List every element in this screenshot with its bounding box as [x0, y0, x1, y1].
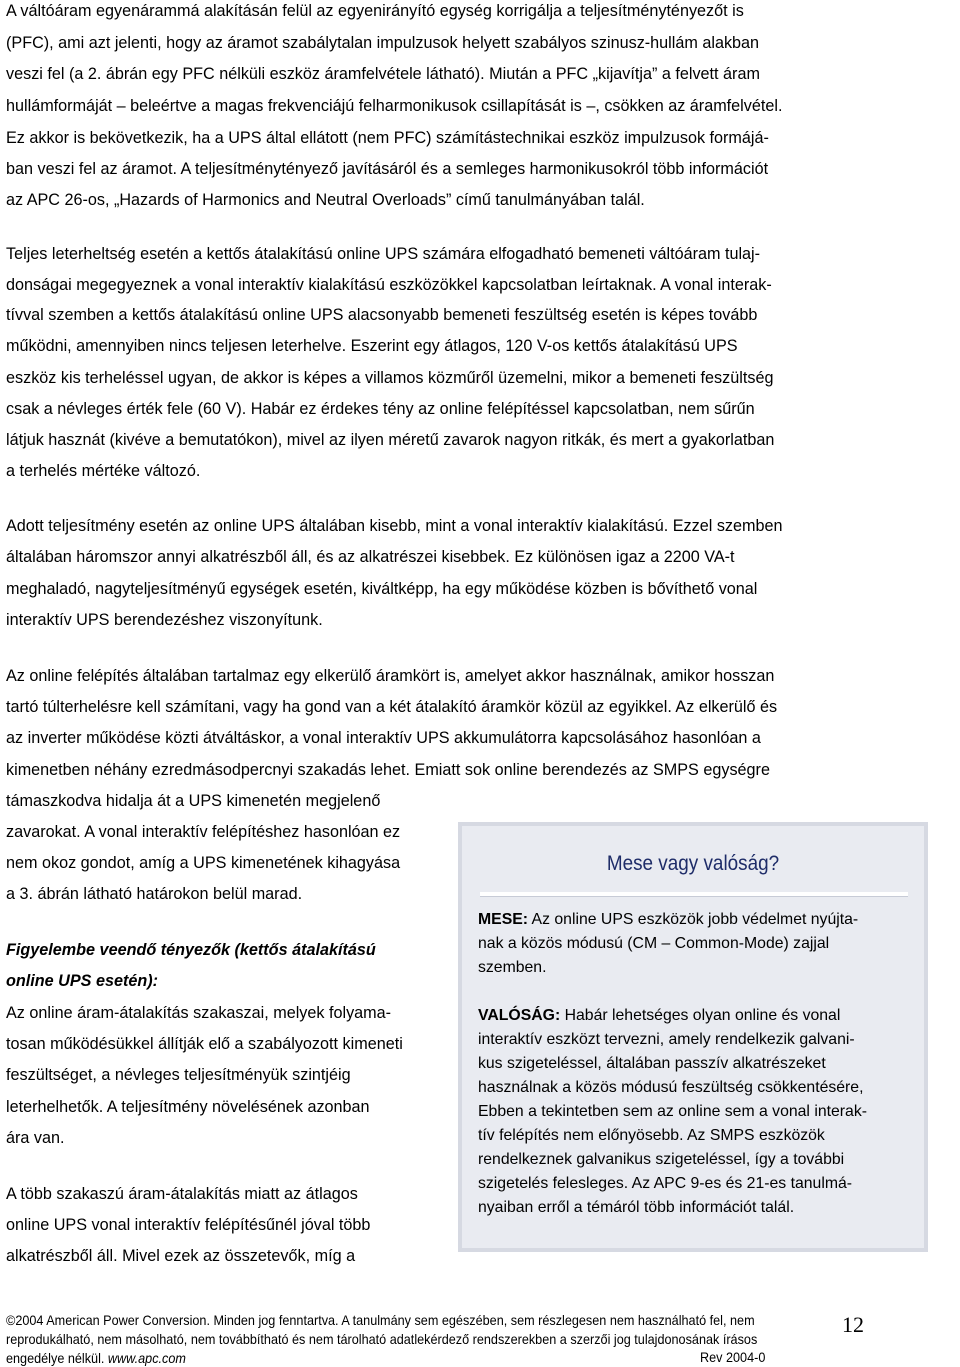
- text-line: Az online áram-átalakítás szakaszai, melyek folyama-: [6, 1004, 392, 1022]
- reality-line: [478, 1006, 840, 1026]
- reality-text: Habár lehetséges olyan online és vonal: [560, 1007, 841, 1024]
- text-line: alkatrészből áll. Mivel ezek az összetevők, míg a: [6, 1247, 356, 1265]
- box-divider: [480, 892, 908, 896]
- text-line: az APC 26-os, „Hazards of Harmonics and Neutral Overloads” című tanulmányában talál.: [6, 191, 645, 209]
- copyright-line: [6, 1351, 186, 1367]
- myth-text: Az online UPS eszközök jobb védelmet nyújta-: [528, 911, 859, 928]
- reality-line: Ebben a tekintetben sem az online sem a vonal interak-: [478, 1103, 868, 1120]
- text-line: ban veszi fel az áramot. A teljesítménytényező javításáról és a semleges harmonikusokról több információt: [6, 160, 769, 178]
- text-line: online UPS vonal interaktív felépítésűnél jóval több: [6, 1216, 371, 1234]
- text-line: a 3. ábrán látható határokon belül marad.: [6, 885, 303, 903]
- copyright-line: ©2004 American Power Conversion. Minden jog fenntartva. A tanulmány sem egészében, sem részlegesen nem használható fel, nem: [6, 1313, 755, 1328]
- text-line: nem okoz gondot, amíg a UPS kimenetének kihagyása: [6, 854, 401, 872]
- text-line: Teljes leterheltség esetén a kettős átalakítású online UPS számára elfogadható bemeneti váltóáram tulaj-: [6, 245, 761, 263]
- text-line: zavarokat. A vonal interaktív felépítéshez hasonlóan ez: [6, 823, 401, 841]
- text-line: az inverter működése közti átváltáskor, a vonal interaktív UPS akkumulátorra kapcsolásához hasonlóan a: [6, 729, 761, 747]
- reality-line: rendelkeznek galvanikus szigeteléssel, így a további: [478, 1151, 845, 1168]
- myth-reality-box: [462, 826, 924, 1248]
- text-line: veszi fel (a 2. ábrán egy PFC nélküli eszköz áramfelvétele látható). Miután a PFC „kijavítja” a felvett áram: [6, 65, 760, 83]
- reality-line: nyaiban erről a témáról több információt talál.: [478, 1199, 795, 1216]
- text-line: (PFC), ami azt jelenti, hogy az áramot szabálytalan impulzusok helyett szabályos szinusz-hullám alakban: [6, 34, 760, 52]
- website-link[interactable]: www.apc.com: [107, 1351, 186, 1366]
- myth-label: MESE:: [478, 911, 529, 928]
- reality-line: tív felépítés nem előnyösebb. Az SMPS eszközök: [478, 1127, 825, 1144]
- copyright-text: engedélye nélkül.: [6, 1351, 108, 1366]
- myth-line: [478, 910, 858, 930]
- myth-line: szemben.: [478, 959, 547, 976]
- heading-line: Figyelembe veendő tényezők (kettős átalakítású: [6, 941, 376, 959]
- copyright-line: reprodukálható, nem másolható, nem továbbítható és nem tárolható adatlekérdező rendszerekben a szerzői jog tulajdonosának írásos: [6, 1332, 758, 1347]
- text-line: feszültséget, a névleges teljesítményük szintjéig: [6, 1066, 351, 1084]
- text-line: tívval szemben a kettős átalakítású online UPS alacsonyabb bemeneti feszültség esetén is képes tovább: [6, 306, 758, 324]
- text-line: donságai megegyeznek a vonal interaktív kialakítású eszközökkel kapcsolatban leírtaknak. A vonal interak-: [6, 276, 772, 294]
- reality-line: szigetelés felesleges. Az APC 9-es és 21-es tanulmá-: [478, 1175, 853, 1192]
- text-line: tosan működésükkel állítják elő a szabályozott kimeneti: [6, 1035, 403, 1053]
- text-line: a terhelés mértéke változó.: [6, 462, 201, 480]
- text-line: támaszkodva hidalja át a UPS kimenetén megjelenő: [6, 792, 381, 810]
- text-line: A váltóáram egyenárammá alakításán felül az egyenirányító egység korrigálja a teljesítménytényezőt is: [6, 2, 744, 20]
- text-line: Adott teljesítmény esetén az online UPS általában kisebb, mint a vonal interaktív kialakítású. Ezzel szemben: [6, 517, 783, 535]
- text-line: Ez akkor is bekövetkezik, ha a UPS által ellátott (nem PFC) számítástechnikai eszköz impulzusok formájá-: [6, 129, 769, 147]
- text-line: tartó túlterhelésre kell számítani, vagy ha gond van a két átalakító áramkör közül az egyikkel. Az elkerülő és: [6, 698, 778, 716]
- text-line: Az online felépítés általában tartalmaz egy elkerülő áramkört is, amelyet akkor használnak, amikor hosszan: [6, 667, 775, 685]
- heading-line: online UPS esetén):: [6, 972, 159, 990]
- text-line: kimenetben néhány ezredmásodpercnyi szakadás lehet. Emiatt sok online berendezés az SMPS egységre: [6, 761, 770, 779]
- reality-line: használnak a közös módusú feszültség csökkentésére,: [478, 1079, 864, 1096]
- text-line: eszköz kis terheléssel ugyan, de akkor is képes a villamos közműről üzemelni, mikor a bemeneti feszültség: [6, 369, 774, 387]
- reality-label: VALÓSÁG:: [478, 1007, 561, 1024]
- reality-line: interaktív eszközt tervezni, amely rendelkezik galvani-: [478, 1031, 855, 1048]
- text-line: interaktív UPS berendezéshez viszonyítunk.: [6, 611, 323, 629]
- text-line: csak a névleges érték fele (60 V). Habár ez érdekes tény az online felépítéssel kapcsolatban, nem sűrűn: [6, 400, 755, 418]
- text-line: általában háromszor annyi alkatrészből áll, és az alkatrészei kisebbek. Ez különösen igaz a 2200 VA-t: [6, 548, 735, 566]
- text-line: leterhelhetők. A teljesítmény növelésének azonban: [6, 1098, 370, 1116]
- text-line: meghaladó, nagyteljesítményű egységek esetén, kiváltképp, ha egy működése közben is bővíthető vonal: [6, 580, 758, 598]
- text-line: A több szakaszú áram-átalakítás miatt az átlagos: [6, 1185, 358, 1203]
- box-title: Mese vagy valóság?: [606, 852, 780, 875]
- text-line: működni, amennyiben nincs teljesen leterhelve. Eszerint egy átlagos, 120 V-os kettős átalakítású UPS: [6, 337, 738, 355]
- revision-label: Rev 2004-0: [700, 1350, 766, 1365]
- text-line: látjuk hasznát (kivéve a bemutatókon), mivel az ilyen méretű zavarok nagyon ritkák, és mert a gyakorlatban: [6, 431, 775, 449]
- reality-line: kus szigeteléssel, általában passzív alkatrészeket: [478, 1055, 826, 1072]
- myth-line: nak a közös módusú (CM – Common-Mode) zajjal: [478, 935, 830, 952]
- text-line: hullámformáját – beleértve a magas frekvenciájú felharmonikusok csillapítását is –, csökken az áramfelvétel.: [6, 97, 783, 115]
- page-number: 12: [842, 1312, 864, 1337]
- text-line: ára van.: [6, 1129, 65, 1147]
